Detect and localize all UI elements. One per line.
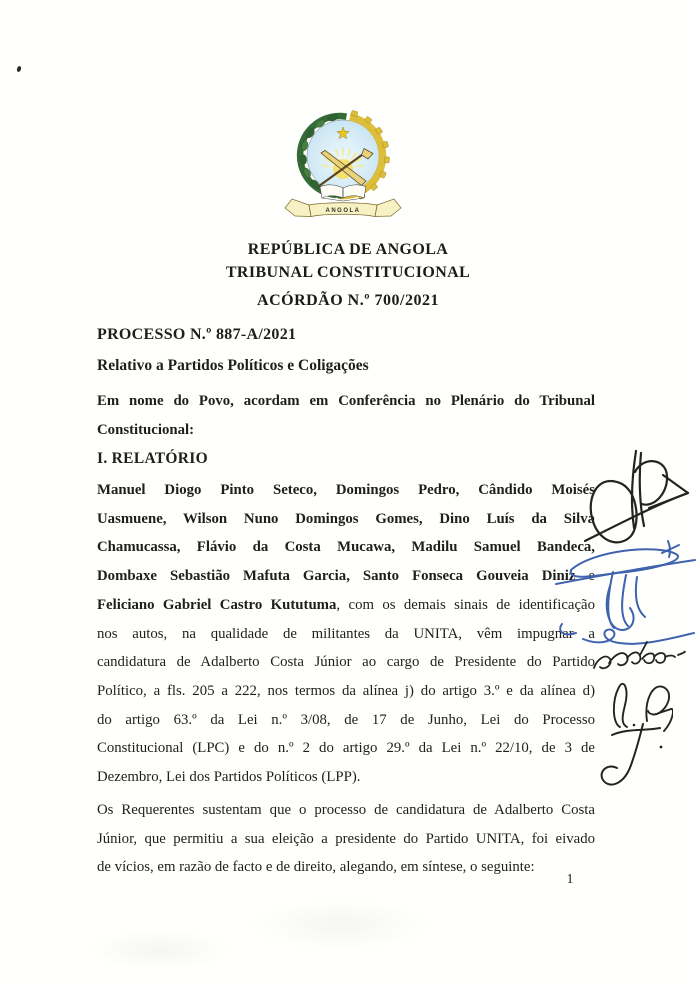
paragraph-allegations [97,796,595,882]
process-number: PROCESSO N.º 887-A/2021 [97,326,297,343]
paragraph-petitioners [97,476,595,792]
scan-smudge [250,900,430,950]
text-line: Uasmuene, Wilson Nuno Domingos Gomes, Dino Luís da Silva [97,510,595,527]
text-line: Constitucional (LPC) e do n.º 2 do artigo 29.º da Lei n.º 22/10, de 3 de [97,740,595,757]
angola-coat-of-arms [280,110,406,223]
signature-1 [583,448,691,554]
ink-speck [16,65,22,72]
text-line: nos autos, na qualidade de militantes da UNITA, vêm impugnar a [97,625,595,642]
text-line: Dombaxe Sebastião Mafuta Garcia, Santo Fonseca Gouveia Diniz e [97,568,595,585]
page-number: 1 [566,872,574,887]
case-subject: Relativo a Partidos Políticos e Coligações [97,357,369,374]
scan-smudge [90,930,230,970]
emblem-caption: ANGOLA [325,208,361,214]
text-line: Constitucional: [97,421,195,438]
tribunal-title: TRIBUNAL CONSTITUCIONAL [225,264,471,281]
text-line: de vícios, em razão de facto e de direito, alegando, em síntese, o seguinte: [97,859,535,876]
republic-title: REPÚBLICA DE ANGOLA [247,241,449,258]
text-line: candidatura de Adalberto Costa Júnior ao cargo de Presidente do Partido [97,654,595,671]
text-line: Político, a fls. 205 a 222, nos termos da alínea j) do artigo 3.º e da alínea d) [97,682,595,699]
signature-5 [596,718,666,786]
text-line: Manuel Diogo Pinto Seteco, Domingos Pedro, Cândido Moisés [97,482,595,498]
ruling-number: ACÓRDÃO N.º 700/2021 [257,292,439,309]
banner-ribbon [285,199,401,217]
text-line: Os Requerentes sustentam que o processo de candidatura de Adalberto Costa [97,802,595,818]
emblem-graphic [280,110,406,223]
signature-3 [590,638,686,678]
text-line: Em nome do Povo, acordam em Conferência no Plenário do Tribunal [97,393,595,409]
signature-4 [603,678,673,740]
section-title: I. RELATÓRIO [97,450,208,467]
text-line: do artigo 63.º da Lei n.º 3/08, de 17 de Junho, Lei do Processo [97,711,595,728]
text-line: Dezembro, Lei dos Partidos Políticos (LPP). [97,769,361,786]
text-line: Feliciano Gabriel Castro Kututuma, com os demais sinais de identificação [97,596,596,613]
text-line: Chamucassa, Flávio da Costa Mucawa, Madilu Samuel Bandeca, [97,539,595,556]
preamble [97,387,595,444]
text-line: Júnior, que permitiu a sua eleição a presidente do Partido UNITA, foi eivado [97,830,595,847]
